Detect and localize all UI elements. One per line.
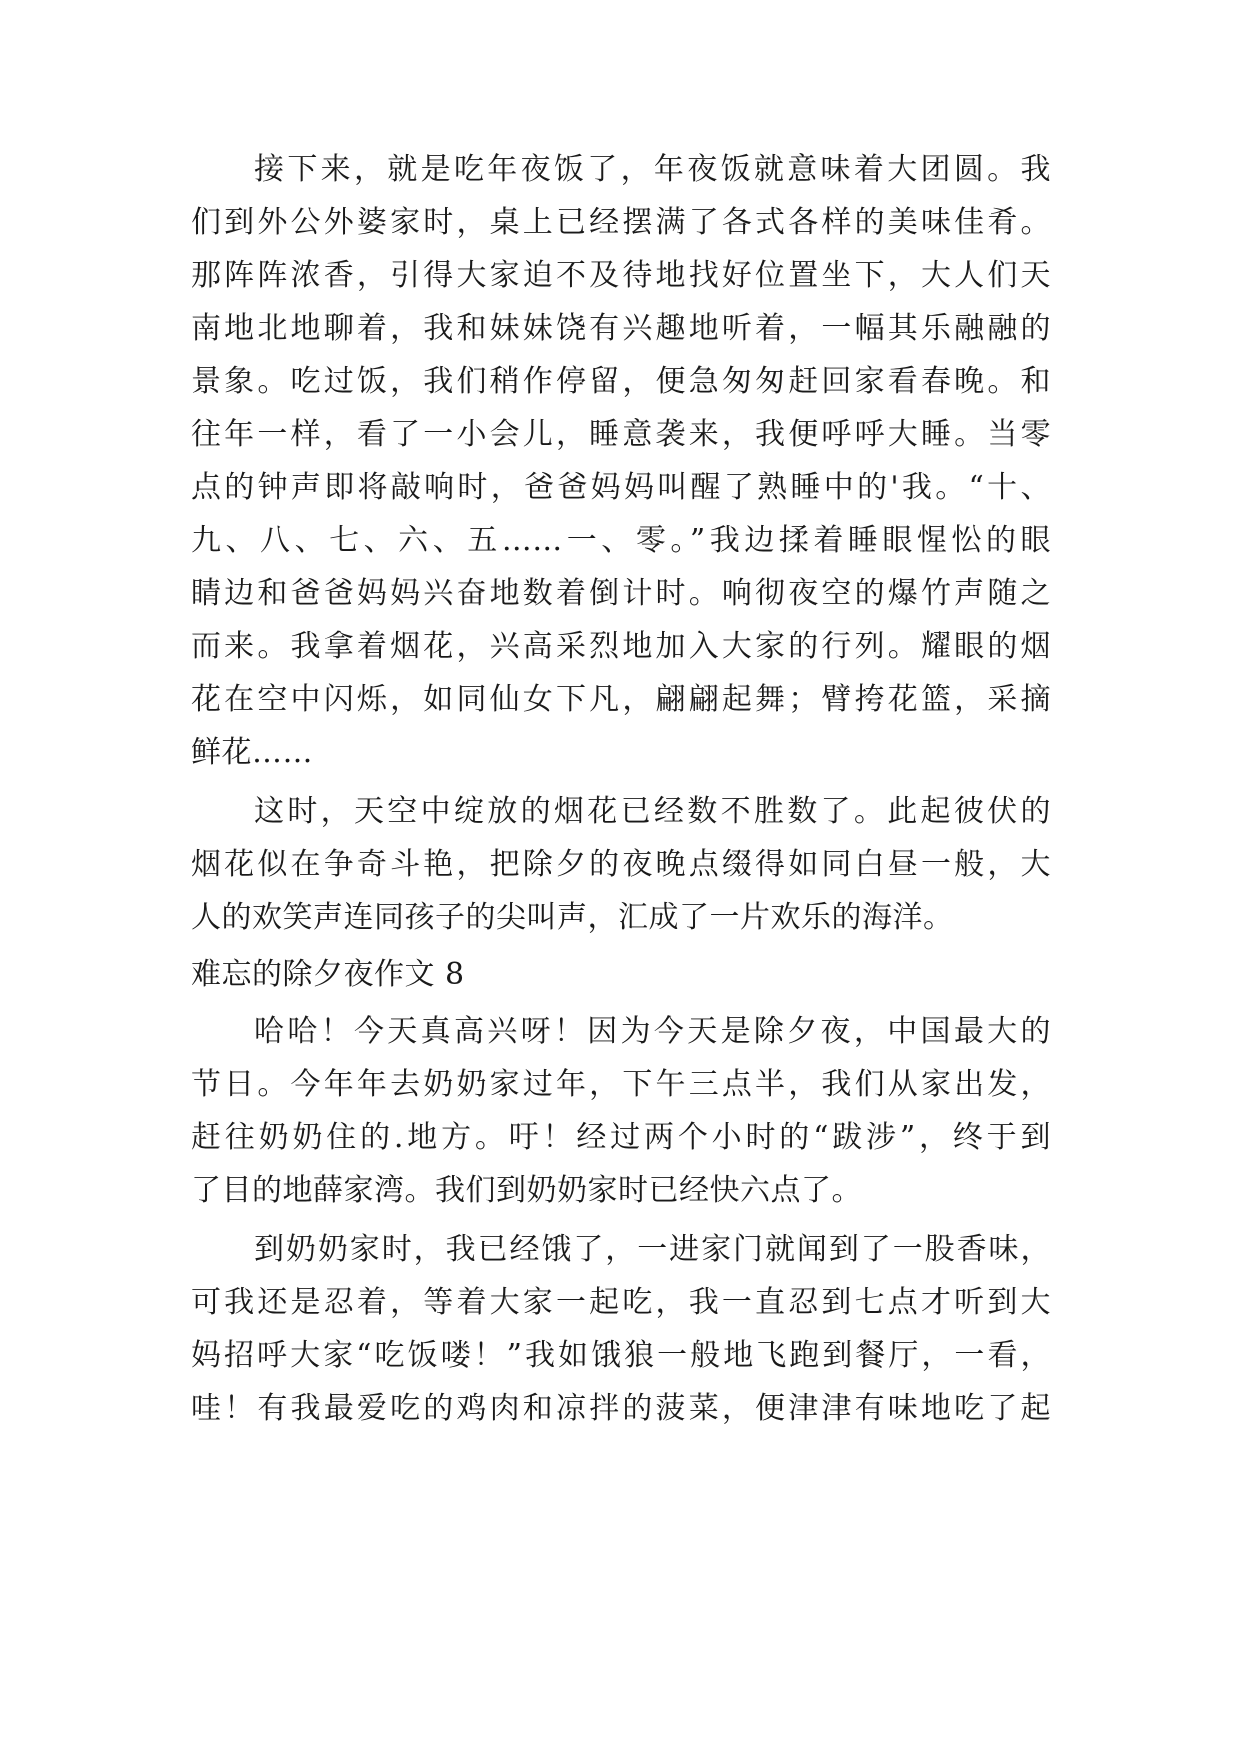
- text-line: 点的钟声即将敲响时，爸爸妈妈叫醒了熟睡中的'我。“十、: [191, 470, 1051, 505]
- text-line: 九、八、七、六、五……一、零。”我边揉着睡眼惺忪的眼: [191, 523, 1051, 558]
- text-line: 景象。吃过饭，我们稍作停留，便急匆匆赶回家看春晚。和: [191, 364, 1051, 399]
- text-line: 赶往奶奶住的.地方。吁！经过两个小时的“跋涉”，终于到: [191, 1120, 1051, 1155]
- text-line: 哇！有我最爱吃的鸡肉和凉拌的菠菜，便津津有味地吃了起: [191, 1391, 1051, 1426]
- text-line: 往年一样，看了一小会儿，睡意袭来，我便呼呼大睡。当零: [191, 417, 1051, 452]
- text-line: 那阵阵浓香，引得大家迫不及待地找好位置坐下，大人们天: [191, 258, 1051, 293]
- text-line: 南地北地聊着，我和妹妹饶有兴趣地听着，一幅其乐融融的: [191, 311, 1051, 346]
- text-line: 们到外公外婆家时，桌上已经摆满了各式各样的美味佳肴。: [191, 205, 1051, 240]
- text-line: 这时，天空中绽放的烟花已经数不胜数了。此起彼伏的: [254, 794, 1051, 829]
- text-line: 而来。我拿着烟花，兴高采烈地加入大家的行列。耀眼的烟: [191, 629, 1051, 664]
- text-line: 花在空中闪烁，如同仙女下凡，翩翩起舞；臂挎花篮，采摘: [191, 682, 1051, 717]
- text-line: 到奶奶家时，我已经饿了，一进家门就闻到了一股香味，: [254, 1232, 1051, 1267]
- text-line: 节日。今年年去奶奶家过年，下午三点半，我们从家出发，: [191, 1067, 1051, 1102]
- text-line: 哈哈！今天真高兴呀！因为今天是除夕夜，中国最大的: [254, 1014, 1051, 1049]
- section-heading: 难忘的除夕夜作文 8: [191, 957, 465, 992]
- text-line: 鲜花……: [191, 735, 313, 770]
- text-line: 人的欢笑声连同孩子的尖叫声，汇成了一片欢乐的海洋。: [191, 900, 954, 935]
- text-line: 接下来，就是吃年夜饭了，年夜饭就意味着大团圆。我: [254, 152, 1051, 187]
- text-line: 可我还是忍着，等着大家一起吃，我一直忍到七点才听到大: [191, 1285, 1051, 1320]
- text-line: 妈招呼大家“吃饭喽！”我如饿狼一般地飞跑到餐厅，一看，: [191, 1338, 1051, 1373]
- text-line: 睛边和爸爸妈妈兴奋地数着倒计时。响彻夜空的爆竹声随之: [191, 576, 1051, 611]
- text-line: 了目的地薛家湾。我们到奶奶家时已经快六点了。: [191, 1173, 862, 1208]
- text-line: 烟花似在争奇斗艳，把除夕的夜晚点缀得如同白昼一般，大: [191, 847, 1051, 882]
